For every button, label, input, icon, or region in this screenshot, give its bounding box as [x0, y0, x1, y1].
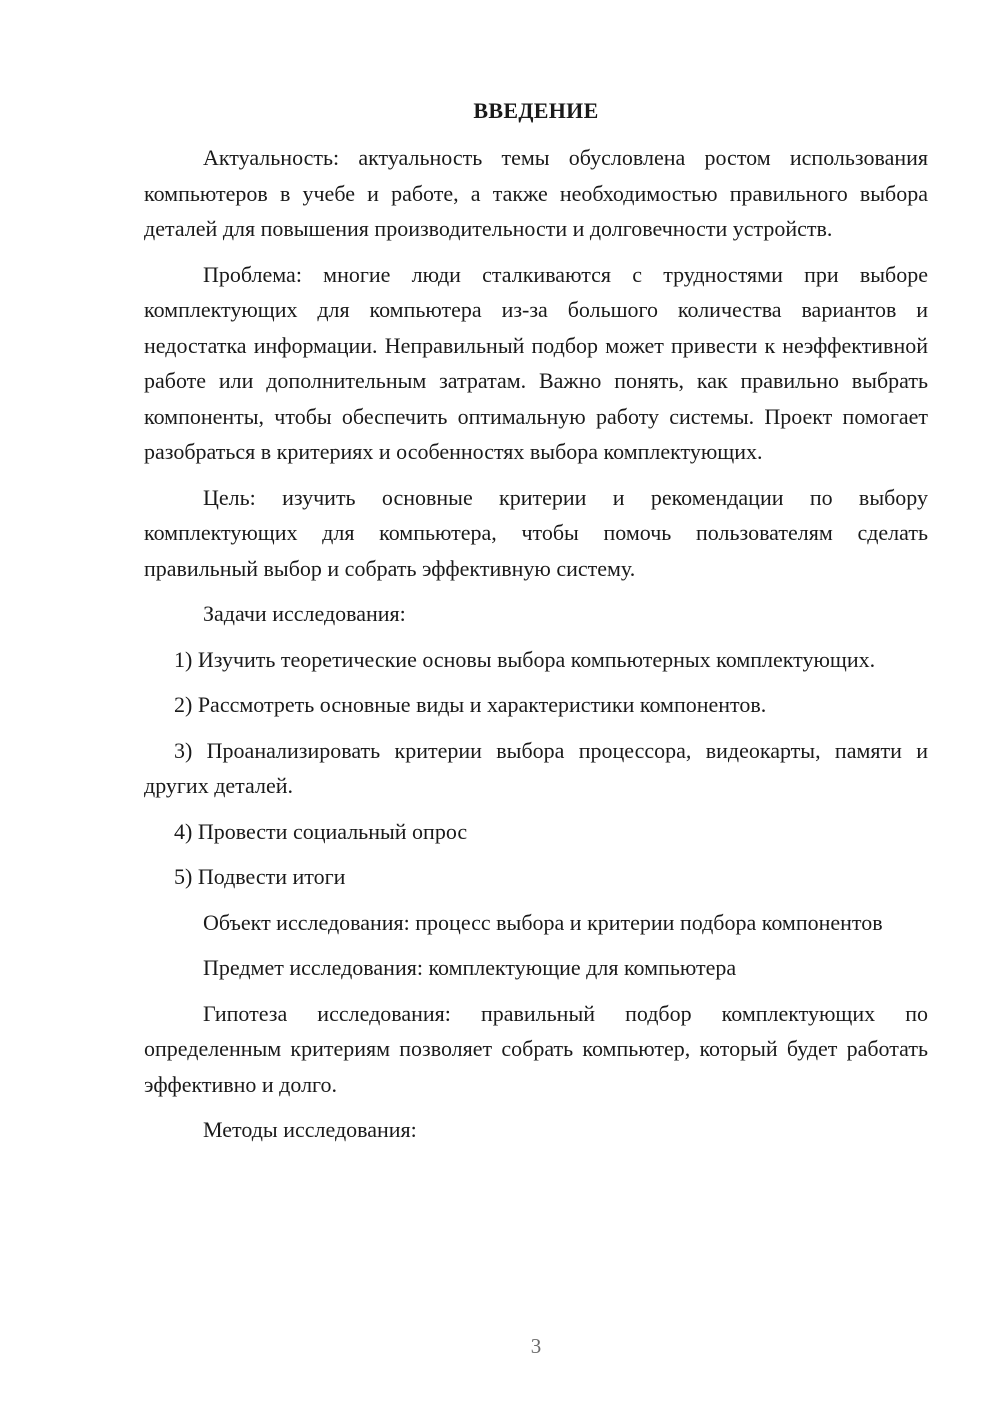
paragraph-hypothesis: Гипотеза исследования: правильный подбор комплектующих по определенным критериям позволяет собрать компьютер, который будет работать эффективно и долго. [144, 1000, 928, 1097]
tasks-heading: Задачи исследования: [203, 601, 406, 626]
task-item-5: 5) Подвести итоги [174, 864, 346, 889]
paragraph-goal: Цель: изучить основные критерии и рекомендации по выбору комплектующих для компьютера, чтобы помочь пользователям сделать правильный выбор и собрать эффективную систему. [144, 484, 928, 581]
paragraph-problem: Проблема: многие люди сталкиваются с трудностями при выборе комплектующих для компьютера из-за большого количества вариантов и недостатка информации. Неправильный подбор может привести к неэффективной работе или дополнительным затратам. Важно понять, как правильно выбрать компоненты, чтобы обеспечить оптимальную работу системы. Проект помогает разобраться в критериях и особенностях выбора комплектующих. [144, 261, 928, 464]
paragraph-relevance: Актуальность: актуальность темы обусловлена ростом использования компьютеров в учебе и работе, а также необходимостью правильного выбора деталей для повышения производительности и долговечности устройств. [144, 145, 928, 241]
paragraph-methods: Методы исследования: [203, 1117, 417, 1142]
page-content [144, 96, 928, 1158]
page-number: 3 [530, 1334, 542, 1358]
section-title: ВВЕДЕНИЕ [473, 98, 599, 123]
task-item-3: 3) Проанализировать критерии выбора процессора, видеокарты, памяти и других деталей. [144, 737, 928, 798]
paragraph-object: Объект исследования: процесс выбора и критерии подбора компонентов [203, 909, 883, 935]
task-item-4: 4) Провести социальный опрос [174, 818, 468, 844]
task-item-1: 1) Изучить теоретические основы выбора компьютерных комплектующих. [174, 646, 876, 672]
paragraph-subject: Предмет исследования: комплектующие для компьютера [203, 955, 737, 980]
task-item-2: 2) Рассмотреть основные виды и характеристики компонентов. [174, 692, 767, 717]
